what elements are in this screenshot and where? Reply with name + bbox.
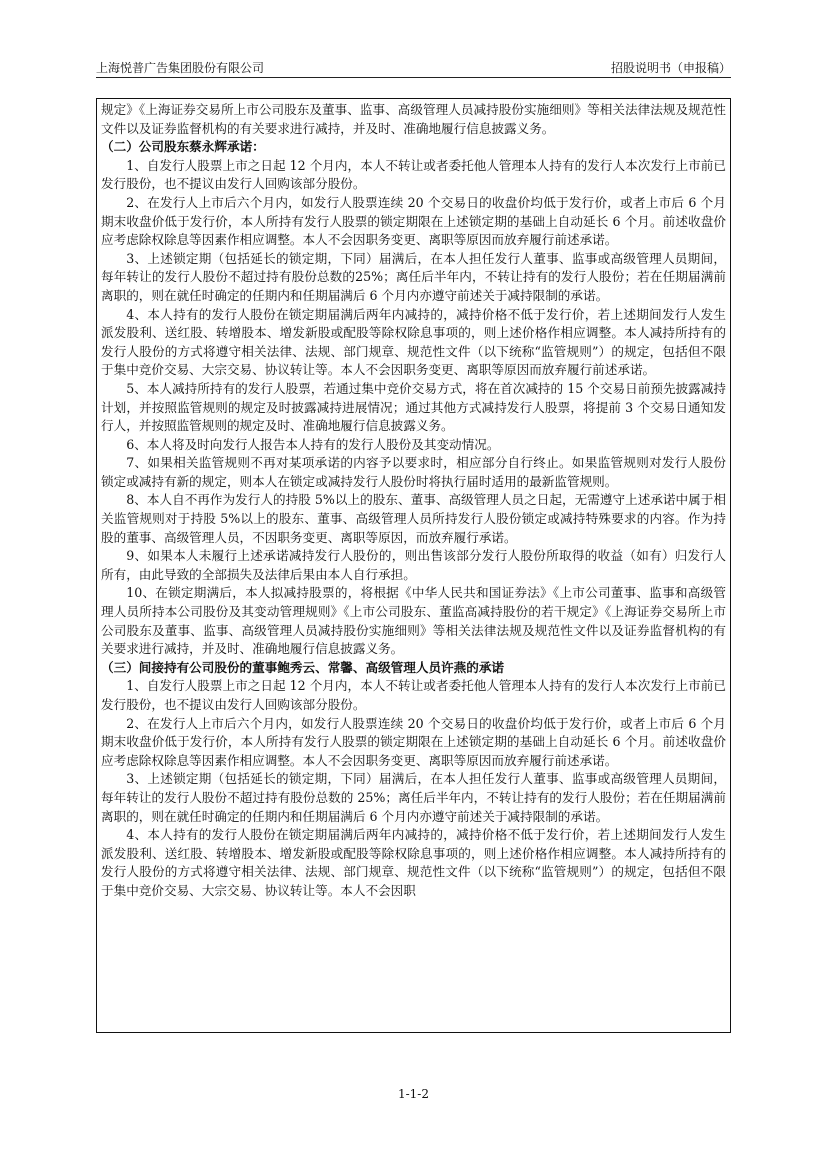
page-header — [96, 58, 731, 76]
document-title: 招股说明书（申报稿） — [610, 61, 731, 75]
paragraph: 2、在发行人上市后六个月内，如发行人股票连续 20 个交易日的收盘价均低于发行价，或者上市后 6 个月期末收盘价低于发行价，本人所持有发行人股票的锁定期限在上述锁定期的基础上自动延长 6 个月。前述收盘价应考虑除权除息等因素作相应调整。本人不会因职务变更、离职等原因而放弃履行前述承诺。 — [101, 194, 726, 248]
paragraph: 7、如果相关监管规则不再对某项承诺的内容予以要求时，相应部分自行终止。如果监管规则对发行人股份锁定或减持有新的规定，则本人在锁定或减持发行人股份时将执行届时适用的最新监管规则。 — [101, 455, 726, 489]
paragraph: 8、本人自不再作为发行人的持股 5%以上的股东、董事、高级管理人员之日起，无需遵守上述承诺中属于相关监管规则对于持股 5%以上的股东、董事、高级管理人员所持发行人股份锁定或减持特殊要求的内容。作为持股的董事、高级管理人员，不因职务变更、离职等原因，而放弃履行承诺。 — [101, 492, 726, 545]
header-divider — [96, 77, 731, 78]
section-heading: （三）间接持有公司股份的董事鲍秀云、常馨、高级管理人员许燕的承诺 — [101, 659, 504, 675]
section-heading: （二）公司股东蔡永辉承诺： — [101, 139, 265, 155]
paragraph: 5、本人减持所持有的发行人股票，若通过集中竞价交易方式，将在首次减持的 15 个交易日前预先披露减持计划，并按照监管规则的规定及时披露减持进展情况；通过其他方式减持发行人股票，将提前 3 个交易日通知发行人，并按照监管规则的规定及时、准确地履行信息披露义务。 — [101, 380, 726, 434]
paragraph: 1、自发行人股票上市之日起 12 个月内，本人不转让或者委托他人管理本人持有的发行人本次发行上市前已发行股份，也不提议由发行人回购该部分股份。 — [101, 157, 726, 192]
paragraph: 9、如果本人未履行上述承诺减持发行人股份的，则出售该部分发行人股份所取得的收益（如有）归发行人所有，由此导致的全部损失及法律后果由本人自行承担。 — [101, 548, 726, 582]
company-name: 上海悦普广告集团股份有限公司 — [96, 61, 265, 75]
paragraph: 3、上述锁定期（包括延长的锁定期，下同）届满后，在本人担任发行人董事、监事或高级管理人员期间，每年转让的发行人股份不超过持有股份总数的 25%；离任后半年内，不转让持有的发行人股份；若在任期届满前离职的，则在就任时确定的任期内和任期届满后 6 个月内亦遵守前述关于减持限制的承诺。 — [101, 771, 726, 824]
paragraph: 4、本人持有的发行人股份在锁定期届满后两年内减持的，减持价格不低于发行价，若上述期间发行人发生派发股利、送红股、转增股本、增发新股或配股等除权除息事项的，则上述价格作相应调整。本人减持所持有的发行人股份的方式将遵守相关法律、法规、部门规章、规范性文件（以下统称“监管规则”）的规定，包括但不限于集中竞价交易、大宗交易、协议转让等。本人不会因职 — [101, 827, 726, 898]
page-number: 1-1-2 — [397, 1087, 429, 1101]
paragraph: 3、上述锁定期（包括延长的锁定期，下同）届满后，在本人担任发行人董事、监事或高级管理人员期间，每年转让的发行人股份不超过持有股份总数的25%；离任后半年内，不转让持有的发行人股份；若在任期届满前离职的，则在就任时确定的任期内和任期届满后 6 个月内亦遵守前述关于减持限制的承诺。 — [101, 250, 726, 303]
paragraph: 2、在发行人上市后六个月内，如发行人股票连续 20 个交易日的收盘价均低于发行价，或者上市后 6 个月期末收盘价低于发行价，本人所持有发行人股票的锁定期限在上述锁定期的基础上自动延长 6 个月。前述收盘价应考虑除权除息等因素作相应调整。本人不会因职务变更、离职等原因而放弃履行前述承诺。 — [101, 715, 726, 768]
paragraph: 6、本人将及时向发行人报告本人持有的发行人股份及其变动情况。 — [126, 436, 500, 452]
paragraph: 4、本人持有的发行人股份在锁定期届满后两年内减持的，减持价格不低于发行价，若上述期间发行人发生派发股利、送红股、转增股本、增发新股或配股等除权除息事项的，则上述价格作相应调整。本人减持所持有的发行人股份的方式将遵守相关法律、法规、部门规章、规范性文件（以下统称“监管规则”）的规定，包括但不限于集中竞价交易、大宗交易、协议转让等。本人不会因职务变更、离职等原因而放弃履行前述承诺。 — [101, 306, 726, 378]
paragraph: 规定》《上海证券交易所上市公司股东及董事、监事、高级管理人员减持股份实施细则》等相关法律法规及规范性文件以及证券监督机构的有关要求进行减持，并及时、准确地履行信息披露义务。 — [101, 102, 726, 136]
paragraph: 1、自发行人股票上市之日起 12 个月内，本人不转让或者委托他人管理本人持有的发行人本次发行上市前已发行股份，也不提议由发行人回购该部分股份。 — [101, 678, 726, 712]
content-frame — [96, 98, 731, 1033]
paragraph: 10、在锁定期满后，本人拟减持股票的，将根据《中华人民共和国证券法》《上市公司董事、监事和高级管理人员所持本公司股份及其变动管理规则》《上市公司股东、董监高减持股份的若干规定》《上海证券交易所上市公司股东及董事、监事、高级管理人员减持股份实施细则》等相关法律法规及规范性文件以及证券监督机构的有关要求进行减持，并及时、准确地履行信息披露义务。 — [101, 585, 726, 657]
